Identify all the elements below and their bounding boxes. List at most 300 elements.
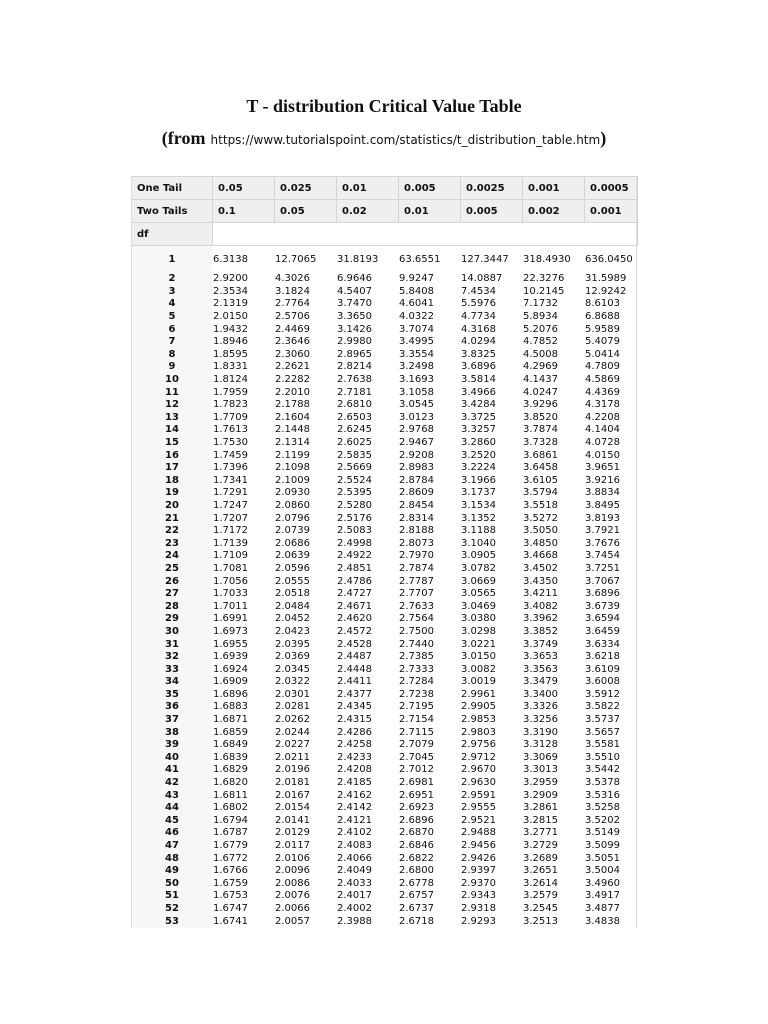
critical-value: 3.3256 [523, 714, 558, 726]
critical-value: 2.9853 [461, 714, 496, 726]
critical-value: 2.4017 [337, 890, 372, 902]
critical-value: 2.4102 [337, 827, 372, 839]
df-value: 2 [132, 273, 213, 286]
table-row [132, 638, 638, 651]
critical-value: 2.4922 [337, 550, 372, 562]
critical-value: 2.9756 [461, 739, 496, 751]
critical-value: 4.7852 [523, 336, 558, 348]
critical-value: 2.9591 [461, 789, 496, 801]
critical-value: 2.4727 [337, 588, 372, 600]
critical-value: 3.5099 [585, 840, 620, 852]
critical-value: 2.4851 [337, 562, 372, 574]
df-value: 52 [132, 903, 213, 916]
df-value: 28 [132, 600, 213, 613]
critical-value: 5.2076 [523, 323, 558, 335]
critical-value: 8.6103 [585, 298, 620, 310]
one-tail-alpha: 0.01 [337, 177, 399, 200]
critical-value: 3.1058 [399, 386, 434, 398]
critical-value: 3.2860 [461, 437, 496, 449]
critical-value: 3.1352 [461, 512, 496, 524]
critical-value: 2.4315 [337, 714, 372, 726]
df-value: 47 [132, 840, 213, 853]
df-value: 43 [132, 789, 213, 802]
critical-value: 3.2861 [523, 802, 558, 814]
critical-value: 1.6753 [213, 890, 248, 902]
critical-value: 3.2771 [523, 827, 558, 839]
critical-value: 2.1448 [275, 424, 310, 436]
critical-value: 3.3479 [523, 676, 558, 688]
critical-value: 3.0565 [461, 588, 496, 600]
table-row [132, 626, 638, 639]
critical-value: 2.0076 [275, 890, 310, 902]
critical-value: 2.4142 [337, 802, 372, 814]
critical-value: 3.4284 [461, 399, 496, 411]
critical-value: 1.6859 [213, 726, 248, 738]
critical-value: 4.2208 [585, 411, 620, 423]
critical-value: 5.9589 [585, 323, 620, 335]
critical-value: 1.6766 [213, 865, 248, 877]
df-value: 38 [132, 726, 213, 739]
df-value: 3 [132, 286, 213, 299]
critical-value: 1.6871 [213, 714, 248, 726]
df-label: df [132, 223, 213, 246]
critical-value: 1.6883 [213, 701, 248, 713]
critical-value: 63.6551 [399, 253, 441, 265]
critical-value: 3.3400 [523, 688, 558, 700]
critical-value: 4.5008 [523, 348, 558, 360]
one-tail-label: One Tail [132, 177, 213, 200]
critical-value: 636.0450 [585, 254, 633, 265]
critical-value: 3.5518 [523, 499, 558, 511]
critical-value: 1.7709 [213, 411, 248, 423]
critical-value: 3.3257 [461, 424, 496, 436]
critical-value: 4.2969 [523, 361, 558, 373]
critical-value: 3.6896 [585, 588, 620, 600]
critical-value: 2.9630 [461, 777, 496, 789]
critical-value: 3.8325 [461, 348, 496, 360]
critical-value: 1.8124 [213, 374, 248, 386]
critical-value: 4.7734 [461, 311, 496, 323]
table-row [132, 449, 638, 462]
critical-value: 2.0739 [275, 525, 310, 537]
critical-value: 3.7470 [337, 298, 372, 310]
critical-value: 3.2651 [523, 865, 558, 877]
table-row [132, 550, 638, 563]
critical-value: 127.3447 [461, 253, 509, 265]
t-distribution-table [131, 176, 638, 928]
critical-value: 2.9318 [461, 902, 496, 914]
critical-value: 2.9521 [461, 814, 496, 826]
critical-value: 2.4411 [337, 676, 372, 688]
critical-value: 3.1426 [337, 323, 372, 335]
critical-value: 1.6909 [213, 676, 248, 688]
critical-value: 4.4369 [585, 386, 620, 398]
table-row [132, 361, 638, 374]
critical-value: 2.9467 [399, 437, 434, 449]
df-value: 15 [132, 437, 213, 450]
critical-value: 3.1693 [399, 374, 434, 386]
table-row [132, 246, 638, 274]
critical-value: 1.6924 [213, 663, 248, 675]
critical-value: 2.6846 [399, 840, 434, 852]
critical-value: 2.6870 [399, 827, 434, 839]
critical-value: 1.7396 [213, 462, 248, 474]
critical-value: 3.0669 [461, 575, 496, 587]
critical-value: 2.0686 [275, 537, 310, 549]
critical-value: 2.3534 [213, 285, 248, 297]
table-body [132, 177, 638, 928]
critical-value: 5.4079 [585, 336, 620, 348]
critical-value: 3.7921 [585, 525, 620, 537]
critical-value: 2.3988 [337, 915, 372, 927]
df-value: 12 [132, 399, 213, 412]
critical-value: 1.7056 [213, 575, 248, 587]
critical-value: 2.5524 [337, 474, 372, 486]
critical-value: 7.1732 [523, 298, 558, 310]
critical-value: 3.6218 [585, 651, 620, 663]
critical-value: 2.8983 [399, 462, 434, 474]
critical-value: 3.0019 [461, 676, 496, 688]
critical-value: 1.7341 [213, 474, 248, 486]
critical-value: 1.6896 [213, 688, 248, 700]
critical-value: 3.3962 [523, 613, 558, 625]
critical-value: 2.4377 [337, 688, 372, 700]
critical-value: 2.7181 [337, 386, 372, 398]
critical-value: 9.9247 [399, 273, 434, 285]
critical-value: 3.5737 [585, 714, 620, 726]
critical-value: 3.6109 [585, 663, 620, 675]
critical-value: 1.7139 [213, 537, 248, 549]
critical-value: 4.0294 [461, 336, 496, 348]
critical-value: 3.2224 [461, 462, 496, 474]
df-value: 48 [132, 852, 213, 865]
critical-value: 2.7284 [399, 676, 434, 688]
table-row [132, 412, 638, 425]
critical-value: 3.1188 [461, 525, 496, 537]
critical-value: 22.3276 [523, 273, 565, 285]
df-value: 36 [132, 701, 213, 714]
df-value: 27 [132, 588, 213, 601]
critical-value: 3.5510 [585, 751, 620, 763]
critical-value: 2.6822 [399, 852, 434, 864]
critical-value: 2.0796 [275, 512, 310, 524]
critical-value: 2.7045 [399, 751, 434, 763]
critical-value: 3.5316 [585, 789, 620, 801]
df-value: 19 [132, 487, 213, 500]
df-value: 34 [132, 676, 213, 689]
critical-value: 3.5912 [585, 688, 620, 700]
critical-value: 2.7764 [275, 298, 310, 310]
critical-value: 1.8331 [213, 361, 248, 373]
critical-value: 2.9768 [399, 424, 434, 436]
table-row [132, 890, 638, 903]
table-row [132, 462, 638, 475]
df-value: 25 [132, 563, 213, 576]
df-value: 9 [132, 361, 213, 374]
critical-value: 2.7440 [399, 638, 434, 650]
two-tails-alpha: 0.001 [585, 200, 638, 223]
critical-value: 2.5706 [275, 311, 310, 323]
critical-value: 3.2815 [523, 814, 558, 826]
table-row [132, 563, 638, 576]
critical-value: 2.9370 [461, 877, 496, 889]
critical-value: 4.7809 [585, 361, 620, 373]
critical-value: 3.0469 [461, 600, 496, 612]
critical-value: 1.7530 [213, 437, 248, 449]
df-value: 39 [132, 739, 213, 752]
df-header-row [132, 223, 638, 246]
critical-value: 3.3725 [461, 411, 496, 423]
critical-value: 318.4930 [523, 253, 571, 265]
critical-value: 4.3178 [585, 399, 620, 411]
critical-value: 2.6923 [399, 802, 434, 814]
critical-value: 2.4066 [337, 852, 372, 864]
table-row [132, 701, 638, 714]
critical-value: 12.9242 [585, 285, 627, 297]
critical-value: 3.3852 [523, 625, 558, 637]
critical-value: 1.6802 [213, 802, 248, 814]
critical-value: 3.3650 [337, 311, 372, 323]
critical-value: 3.4877 [585, 902, 620, 914]
critical-value: 3.9216 [585, 474, 620, 486]
table-row [132, 311, 638, 324]
critical-value: 1.7207 [213, 512, 248, 524]
df-header-blank [213, 223, 638, 246]
table-row [132, 815, 638, 828]
critical-value: 3.7251 [585, 562, 620, 574]
critical-value: 2.0181 [275, 777, 310, 789]
critical-value: 5.8934 [523, 311, 558, 323]
critical-value: 2.0196 [275, 764, 310, 776]
critical-value: 2.4033 [337, 877, 372, 889]
critical-value: 2.4049 [337, 865, 372, 877]
critical-value: 3.0905 [461, 550, 496, 562]
critical-value: 3.2579 [523, 890, 558, 902]
critical-value: 3.2545 [523, 902, 558, 914]
critical-value: 3.5442 [585, 764, 620, 776]
critical-value: 2.0057 [275, 915, 310, 927]
critical-value: 2.5395 [337, 487, 372, 499]
critical-value: 2.6778 [399, 877, 434, 889]
critical-value: 3.7454 [585, 550, 620, 562]
critical-value: 2.4233 [337, 751, 372, 763]
critical-value: 2.1314 [275, 437, 310, 449]
critical-value: 2.0345 [275, 663, 310, 675]
df-value: 10 [132, 374, 213, 387]
critical-value: 2.4620 [337, 613, 372, 625]
critical-value: 2.4083 [337, 840, 372, 852]
critical-value: 2.9200 [213, 273, 248, 285]
critical-value: 3.9651 [585, 462, 620, 474]
critical-value: 3.2614 [523, 877, 558, 889]
critical-value: 1.6741 [213, 915, 248, 927]
critical-value: 3.6459 [585, 625, 620, 637]
table-row [132, 500, 638, 513]
critical-value: 7.4534 [461, 285, 496, 297]
critical-value: 3.5149 [585, 827, 620, 839]
critical-value: 3.8520 [523, 411, 558, 423]
critical-value: 2.0066 [275, 902, 310, 914]
critical-value: 2.2621 [275, 361, 310, 373]
critical-value: 2.1788 [275, 399, 310, 411]
df-value: 33 [132, 663, 213, 676]
critical-value: 2.4208 [337, 764, 372, 776]
critical-value: 2.4162 [337, 789, 372, 801]
critical-value: 3.8834 [585, 487, 620, 499]
df-value: 35 [132, 689, 213, 702]
df-value: 6 [132, 323, 213, 336]
critical-value: 3.2513 [523, 915, 558, 927]
critical-value: 2.9397 [461, 865, 496, 877]
table-row [132, 575, 638, 588]
df-value: 4 [132, 298, 213, 311]
critical-value: 2.7195 [399, 701, 434, 713]
critical-value: 3.4960 [585, 877, 620, 889]
critical-value: 3.3563 [523, 663, 558, 675]
critical-value: 2.8965 [337, 348, 372, 360]
critical-value: 4.0247 [523, 386, 558, 398]
one-tail-alpha: 0.05 [213, 177, 275, 200]
critical-value: 2.1199 [275, 449, 310, 461]
critical-value: 2.4121 [337, 814, 372, 826]
critical-value: 1.9432 [213, 323, 248, 335]
critical-value: 1.8595 [213, 348, 248, 360]
critical-value: 2.0117 [275, 840, 310, 852]
critical-value: 2.4998 [337, 537, 372, 549]
critical-value: 2.9488 [461, 827, 496, 839]
critical-value: 3.0380 [461, 613, 496, 625]
critical-value: 3.5794 [523, 487, 558, 499]
critical-value: 3.4850 [523, 537, 558, 549]
critical-value: 2.7500 [399, 625, 434, 637]
critical-value: 2.4786 [337, 575, 372, 587]
critical-value: 2.4185 [337, 777, 372, 789]
two-tails-alpha: 0.05 [275, 200, 337, 223]
two-tails-alpha: 0.005 [461, 200, 523, 223]
critical-value: 1.7247 [213, 499, 248, 511]
df-value: 51 [132, 890, 213, 903]
critical-value: 2.2282 [275, 374, 310, 386]
critical-value: 3.3013 [523, 764, 558, 776]
critical-value: 1.6829 [213, 764, 248, 776]
table-row [132, 399, 638, 412]
critical-value: 2.7079 [399, 739, 434, 751]
critical-value: 2.4487 [337, 651, 372, 663]
critical-value: 2.4258 [337, 739, 372, 751]
critical-value: 2.0244 [275, 726, 310, 738]
critical-value: 2.1009 [275, 474, 310, 486]
critical-value: 3.5822 [585, 701, 620, 713]
subtitle-open: (from [161, 128, 206, 148]
df-value: 50 [132, 878, 213, 891]
critical-value: 1.6772 [213, 852, 248, 864]
df-value: 26 [132, 575, 213, 588]
critical-value: 1.7011 [213, 600, 248, 612]
table-row [132, 878, 638, 891]
table-row [132, 600, 638, 613]
table-row [132, 689, 638, 702]
critical-value: 3.4350 [523, 575, 558, 587]
df-value: 44 [132, 802, 213, 815]
critical-value: 2.0167 [275, 789, 310, 801]
critical-value: 2.1604 [275, 411, 310, 423]
critical-value: 4.6041 [399, 298, 434, 310]
critical-value: 2.0322 [275, 676, 310, 688]
df-value: 22 [132, 525, 213, 538]
df-value: 45 [132, 815, 213, 828]
critical-value: 2.7633 [399, 600, 434, 612]
critical-value: 1.6849 [213, 739, 248, 751]
critical-value: 2.6757 [399, 890, 434, 902]
table-row [132, 739, 638, 752]
df-value: 16 [132, 449, 213, 462]
critical-value: 1.7459 [213, 449, 248, 461]
critical-value: 1.7033 [213, 588, 248, 600]
critical-value: 2.7564 [399, 613, 434, 625]
critical-value: 2.0423 [275, 625, 310, 637]
critical-value: 3.1824 [275, 285, 310, 297]
df-value: 30 [132, 626, 213, 639]
critical-value: 3.6008 [585, 676, 620, 688]
critical-value: 3.2909 [523, 789, 558, 801]
document-title: T - distribution Critical Value Table [246, 96, 522, 116]
df-value: 32 [132, 651, 213, 664]
critical-value: 3.2689 [523, 852, 558, 864]
one-tail-alpha: 0.0005 [585, 177, 638, 200]
critical-value: 1.6794 [213, 814, 248, 826]
df-value: 14 [132, 424, 213, 437]
critical-value: 1.7823 [213, 399, 248, 411]
critical-value: 2.7874 [399, 562, 434, 574]
critical-value: 2.0395 [275, 638, 310, 650]
critical-value: 3.5202 [585, 814, 620, 826]
critical-value: 3.2729 [523, 840, 558, 852]
table-row [132, 475, 638, 488]
one-tail-alpha: 0.005 [399, 177, 461, 200]
critical-value: 2.0262 [275, 714, 310, 726]
table-row [132, 726, 638, 739]
table-row [132, 323, 638, 336]
critical-value: 3.3554 [399, 348, 434, 360]
critical-value: 2.6896 [399, 814, 434, 826]
critical-value: 1.6839 [213, 751, 248, 763]
critical-value: 2.0596 [275, 562, 310, 574]
critical-value: 2.0227 [275, 739, 310, 751]
critical-value: 3.4966 [461, 386, 496, 398]
table-row [132, 865, 638, 878]
two-tails-alpha: 0.002 [523, 200, 585, 223]
critical-value: 3.5378 [585, 777, 620, 789]
critical-value: 2.0518 [275, 588, 310, 600]
table-row [132, 273, 638, 286]
critical-value: 2.8609 [399, 487, 434, 499]
critical-value: 2.9208 [399, 449, 434, 461]
critical-value: 3.6334 [585, 638, 620, 650]
table-row [132, 512, 638, 525]
critical-value: 2.6025 [337, 437, 372, 449]
critical-value: 3.4838 [585, 915, 620, 927]
critical-value: 3.5814 [461, 374, 496, 386]
critical-value: 3.6105 [523, 474, 558, 486]
critical-value: 4.5869 [585, 374, 620, 386]
table-row [132, 437, 638, 450]
critical-value: 3.7676 [585, 537, 620, 549]
critical-value: 2.5176 [337, 512, 372, 524]
critical-value: 2.1098 [275, 462, 310, 474]
df-value: 21 [132, 512, 213, 525]
critical-value: 2.0096 [275, 865, 310, 877]
critical-value: 2.9670 [461, 764, 496, 776]
